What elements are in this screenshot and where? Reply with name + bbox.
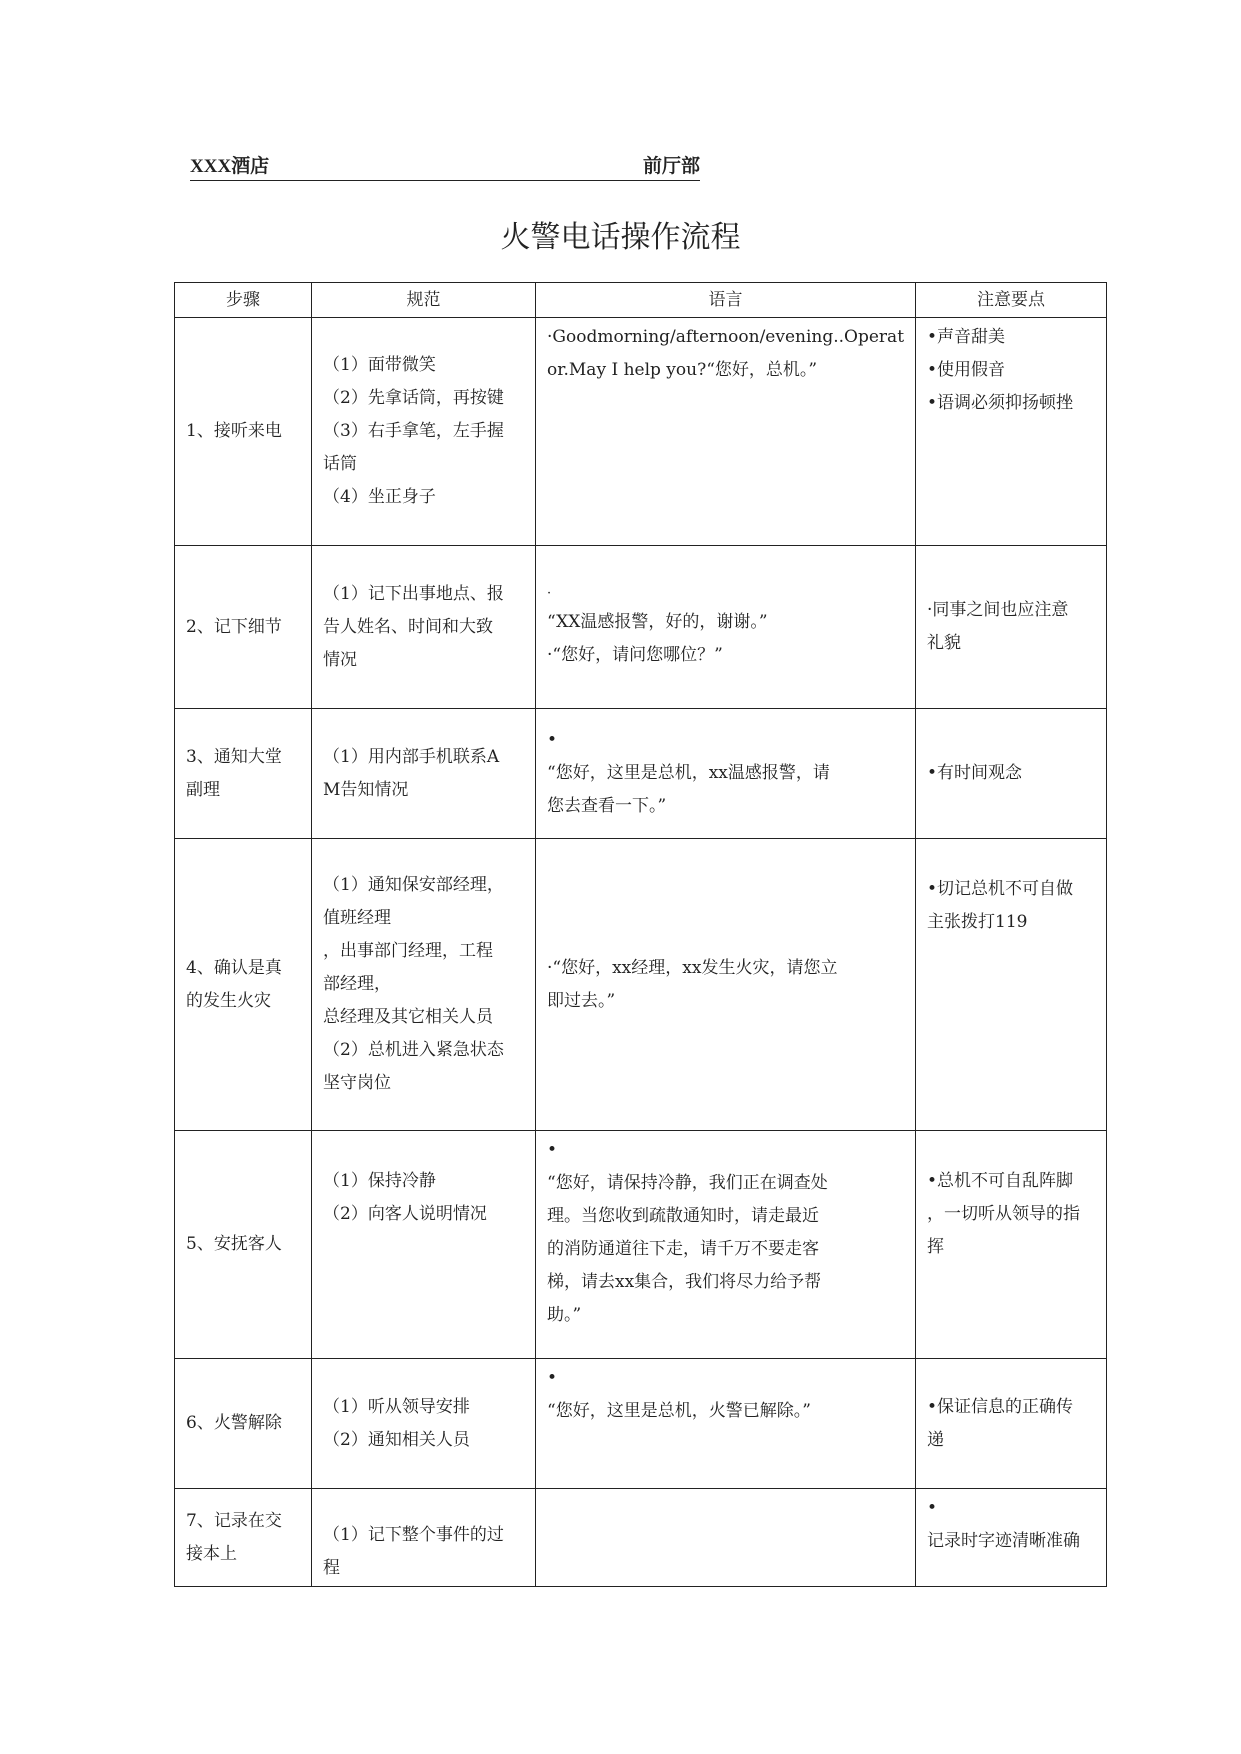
- standard-cell: [312, 1489, 536, 1587]
- notes-cell: [916, 546, 1107, 709]
- step-text: 2、记下细节: [186, 616, 282, 637]
- notes-text: •切记总机不可自做: [927, 879, 1074, 899]
- standard-cell: [312, 709, 536, 839]
- hotel-name: XXX酒店: [190, 156, 270, 177]
- language-cell: [536, 546, 916, 709]
- column-header-language: 语言: [536, 283, 916, 318]
- language-text: or.May I help you?“您好，总机。”: [547, 360, 818, 380]
- column-header-notes: 注意要点: [916, 283, 1107, 318]
- step-text: 的发生火灾: [186, 990, 271, 1011]
- standard-cell: [312, 318, 536, 546]
- language-text: 您去查看一下。”: [547, 796, 667, 816]
- step-cell: [175, 546, 312, 709]
- language-text: 梯，请去xx集合，我们将尽力给予帮: [547, 1272, 822, 1292]
- language-text: 理。当您收到疏散通知时，请走最近: [547, 1206, 819, 1226]
- language-cell: [536, 839, 916, 1131]
- step-cell: [175, 709, 312, 839]
- table-row: [175, 1359, 1107, 1489]
- standard-text: 部经理，: [323, 974, 391, 994]
- notes-text: •保证信息的正确传: [927, 1396, 1074, 1417]
- standard-text: （1）面带微笑: [323, 355, 436, 375]
- step-text: 6、火警解除: [186, 1413, 282, 1433]
- language-cell: [536, 709, 916, 839]
- standard-text: （1）记下整个事件的过: [323, 1525, 504, 1545]
- notes-cell: [916, 709, 1107, 839]
- notes-cell: [916, 1131, 1107, 1359]
- step-text: 副理: [186, 779, 220, 800]
- notes-text: •语调必须抑扬顿挫: [927, 393, 1074, 413]
- standard-text: （2）通知相关人员: [323, 1429, 470, 1450]
- table-row: [175, 1131, 1107, 1359]
- language-cell: [536, 1359, 916, 1489]
- notes-text: 主张拨打119: [927, 912, 1028, 932]
- notes-text: •声音甜美: [927, 327, 1006, 347]
- standard-cell: [312, 1359, 536, 1489]
- language-text: •: [547, 1368, 558, 1388]
- notes-text: ，一切听从领导的指: [927, 1204, 1081, 1224]
- standard-text: （4）坐正身子: [323, 487, 436, 507]
- standard-text: 坚守岗位: [323, 1073, 391, 1093]
- step-text: 5、安抚客人: [186, 1234, 282, 1254]
- standard-text: 告人姓名、时间和大致: [323, 616, 493, 637]
- standard-text: 程: [323, 1558, 340, 1578]
- table-header-row: [175, 283, 1107, 318]
- column-header-step: 步骤: [175, 283, 312, 318]
- step-cell: [175, 1489, 312, 1587]
- standard-cell: [312, 839, 536, 1131]
- standard-cell: [312, 1131, 536, 1359]
- language-text: 助。”: [547, 1305, 582, 1325]
- notes-text: •有时间观念: [927, 763, 1023, 783]
- language-text: 即过去。”: [547, 990, 616, 1011]
- notes-text: 记录时字迹清晰准确: [927, 1531, 1081, 1551]
- notes-text: 递: [927, 1429, 945, 1450]
- standard-text: （2）先拿话筒，再按键: [323, 388, 504, 408]
- notes-cell: [916, 1489, 1107, 1587]
- step-text: 7、记录在交: [186, 1510, 282, 1531]
- bullet-mark: ·: [547, 586, 552, 601]
- language-text: “您好，这里是总机，火警已解除。”: [547, 1401, 811, 1421]
- language-cell: [536, 1131, 916, 1359]
- standard-text: （1）记下出事地点、报: [323, 583, 504, 604]
- step-text: 3、通知大堂: [186, 746, 282, 767]
- standard-text: （1）通知保安部经理，: [323, 875, 504, 895]
- notes-text: 礼貌: [927, 633, 962, 653]
- notes-text: •使用假音: [927, 360, 1006, 380]
- notes-cell: [916, 318, 1107, 546]
- standard-text: 情况: [323, 649, 357, 670]
- standard-text: 值班经理: [323, 908, 391, 928]
- language-cell: [536, 1489, 916, 1587]
- table-row: [175, 318, 1107, 546]
- step-text: 4、确认是真: [186, 957, 282, 978]
- department-name: 前厅部: [642, 156, 700, 177]
- step-cell: [175, 318, 312, 546]
- table-row: [175, 1489, 1107, 1587]
- notes-text: ·同事之间也应注意: [927, 600, 1069, 620]
- step-cell: [175, 1359, 312, 1489]
- language-text: •: [547, 730, 558, 750]
- step-text: 接本上: [186, 1543, 237, 1564]
- language-text: “您好，请保持冷静，我们正在调查处: [547, 1173, 828, 1193]
- language-text: “您好，这里是总机，xx温感报警，请: [547, 763, 830, 783]
- standard-text: （2）向客人说明情况: [323, 1204, 487, 1224]
- table-row: [175, 546, 1107, 709]
- language-text: “XX温感报警，好的，谢谢。”: [547, 612, 768, 632]
- table-row: [175, 839, 1107, 1131]
- notes-text: 挥: [927, 1237, 945, 1257]
- step-cell: [175, 839, 312, 1131]
- procedure-table: [174, 282, 1107, 1587]
- standard-text: M告知情况: [323, 779, 409, 800]
- language-text: ·“您好，请问您哪位？”: [547, 645, 723, 665]
- page-title: 火警电话操作流程: [500, 220, 741, 255]
- language-text: ·Goodmorning/afternoon/evening..Operat: [547, 327, 905, 347]
- column-header-standard: 规范: [312, 283, 536, 318]
- table-row: [175, 709, 1107, 839]
- standard-text: （1）听从领导安排: [323, 1396, 470, 1417]
- language-cell: [536, 318, 916, 546]
- standard-text: （2）总机进入紧急状态: [323, 1040, 504, 1060]
- standard-text: （1）用内部手机联系A: [323, 746, 500, 767]
- notes-cell: [916, 839, 1107, 1131]
- standard-cell: [312, 546, 536, 709]
- standard-text: ，出事部门经理，工程: [323, 941, 493, 961]
- standard-text: 话筒: [323, 454, 357, 474]
- notes-text: •总机不可自乱阵脚: [927, 1171, 1074, 1191]
- standard-text: （1）保持冷静: [323, 1171, 436, 1191]
- standard-text: 总经理及其它相关人员: [323, 1007, 493, 1027]
- language-text: •: [547, 1140, 558, 1160]
- language-text: 的消防通道往下走，请千万不要走客: [547, 1239, 819, 1259]
- standard-text: （3）右手拿笔，左手握: [323, 421, 504, 441]
- language-text: ·“您好，xx经理，xx发生火灾，请您立: [547, 957, 838, 978]
- step-cell: [175, 1131, 312, 1359]
- document-header: [190, 152, 700, 181]
- notes-cell: [916, 1359, 1107, 1489]
- step-text: 1、接听来电: [186, 421, 282, 441]
- notes-text: •: [927, 1498, 938, 1518]
